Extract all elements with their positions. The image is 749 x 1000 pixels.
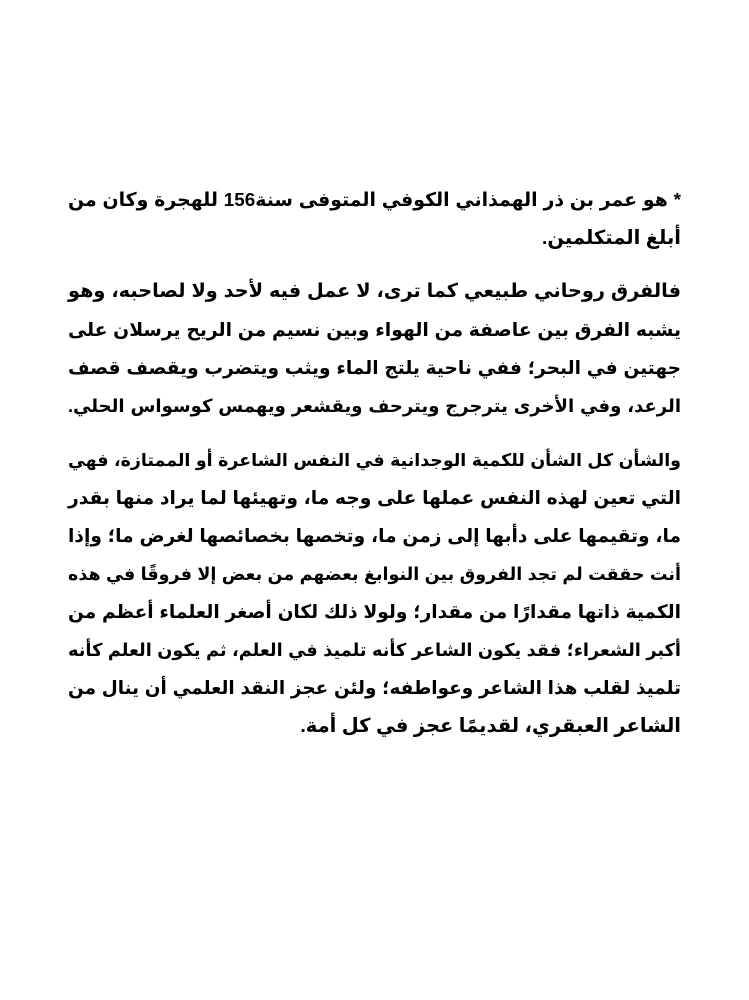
paragraph-2 bbox=[68, 441, 681, 745]
paragraph-line: الشاعر العبقري، لقديمًا عجز في كل أمة. bbox=[300, 715, 681, 737]
paragraph-line: الكمية ذاتها مقدارًا من مقدار؛ ولولا ذلك لكان أصغر العلماء أعظم من bbox=[68, 601, 681, 622]
footnote-line: أبلغ المتكلمين. bbox=[541, 227, 681, 249]
document-body bbox=[68, 181, 681, 745]
paragraph-line: الرعد، وفي الأخرى يترجرج ويترحف ويقشعر ويهمس كوسواس الحلي. bbox=[68, 396, 681, 416]
paragraph-line: جهتين في البحر؛ ففي ناحية يلتج الماء ويثب ويتضرب ويقصف قصف bbox=[68, 357, 681, 378]
paragraph-line: والشأن كل الشأن للكمية الوجدانية في النفس الشاعرة أو الممتازة، فهي bbox=[68, 450, 681, 470]
footnote-line: * هو عمر بن ذر الهمذاني الكوفي المتوفى سنة156 للهجرة وكان من bbox=[68, 189, 681, 210]
paragraph-line: أنت حققت لم تجد الفروق بين النوابغ بعضهم من بعض إلا فروقًا في هذه bbox=[68, 564, 681, 584]
paragraph-line: فالفرق روحاني طبيعي كما ترى، لا عمل فيه لأحد ولا لصاحبه، وهو bbox=[68, 281, 681, 302]
paragraph-line: ما، وتقيمها على دأبها إلى زمن ما، وتخصها بخصائصها لغرض ما؛ وإذا bbox=[68, 525, 681, 546]
paragraph-1 bbox=[68, 273, 681, 425]
paragraph-line: تلميذ لقلب هذا الشاعر وعواطفه؛ ولئن عجز النقد العلمي أن ينال من bbox=[68, 677, 681, 698]
paragraph-line: يشبه الفرق بين عاصفة من الهواء وبين نسيم من الريح يرسلان على bbox=[68, 319, 681, 340]
footnote bbox=[68, 181, 681, 257]
paragraph-line: أكبر الشعراء؛ فقد يكون الشاعر كأنه تلميذ في العلم، ثم يكون العلم كأنه bbox=[68, 640, 681, 660]
paragraph-line: التي تعين لهذه النفس عملها على وجه ما، وتهيئها لما يراد منها بقدر bbox=[68, 487, 681, 508]
